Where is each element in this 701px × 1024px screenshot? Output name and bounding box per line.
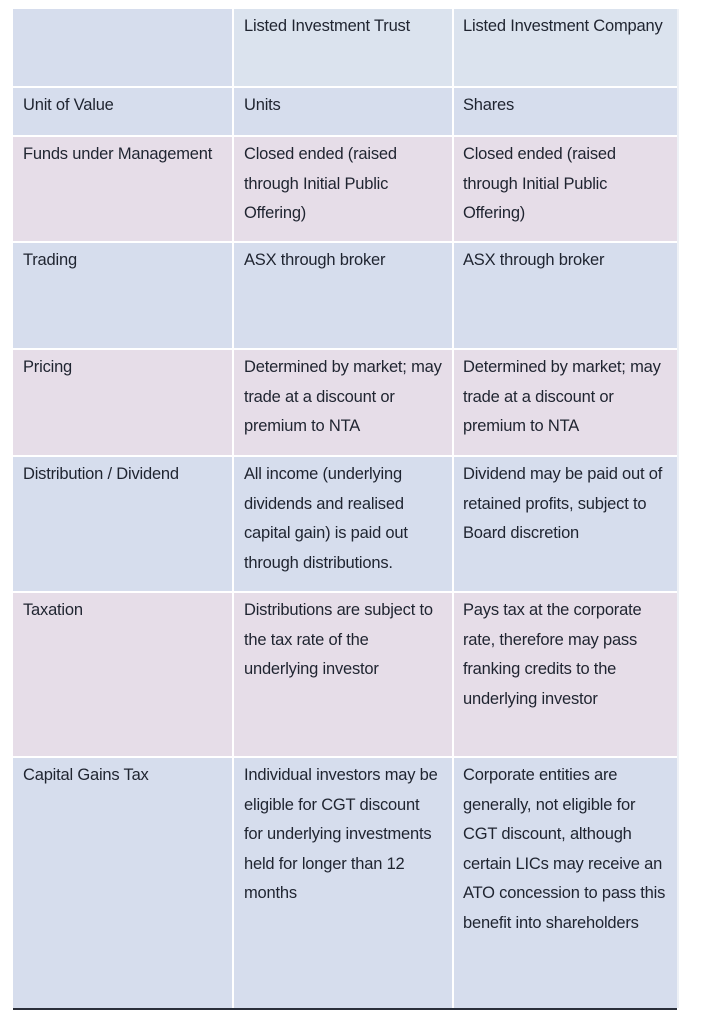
lit-cell: Distributions are subject to the tax rate of the underlying investor <box>233 592 453 757</box>
table-row <box>13 87 677 136</box>
lit-cell: All income (underlying dividends and realised capital gain) is paid out through distributions. <box>233 456 453 592</box>
lic-cell: Dividend may be paid out of retained profits, subject to Board discretion <box>453 456 677 592</box>
lit-cell: Individual investors may be eligible for CGT discount for underlying investments held for longer than 12 months <box>233 757 453 1008</box>
table-row <box>13 456 677 592</box>
row-label: Capital Gains Tax <box>13 757 233 1008</box>
row-label: Distribution / Dividend <box>13 456 233 592</box>
table-bottom-rule <box>13 1008 677 1010</box>
comparison-table-wrapper <box>13 9 677 1008</box>
lic-cell: Determined by market; may trade at a discount or premium to NTA <box>453 349 677 456</box>
lit-cell: Units <box>233 87 453 136</box>
row-label: Pricing <box>13 349 233 456</box>
lic-cell: Closed ended (raised through Initial Public Offering) <box>453 136 677 242</box>
lic-cell: Pays tax at the corporate rate, therefore may pass franking credits to the underlying investor <box>453 592 677 757</box>
table-row <box>13 242 677 349</box>
table-header-row <box>13 9 677 87</box>
row-label: Taxation <box>13 592 233 757</box>
header-cell-listed-investment-trust: Listed Investment Trust <box>233 9 453 87</box>
table-row <box>13 592 677 757</box>
table-row <box>13 757 677 1008</box>
row-label: Unit of Value <box>13 87 233 136</box>
table-right-edge <box>677 9 679 1008</box>
table-row <box>13 136 677 242</box>
header-cell-empty <box>13 9 233 87</box>
table-row <box>13 349 677 456</box>
lit-cell: ASX through broker <box>233 242 453 349</box>
lic-cell: Corporate entities are generally, not eligible for CGT discount, although certain LICs may receive an ATO concession to pass this benefit into shareholders <box>453 757 677 1008</box>
comparison-table <box>13 9 677 1008</box>
lic-cell: Shares <box>453 87 677 136</box>
lit-cell: Determined by market; may trade at a discount or premium to NTA <box>233 349 453 456</box>
row-label: Trading <box>13 242 233 349</box>
row-label: Funds under Management <box>13 136 233 242</box>
lit-cell: Closed ended (raised through Initial Public Offering) <box>233 136 453 242</box>
header-cell-listed-investment-company: Listed Investment Company <box>453 9 677 87</box>
lic-cell: ASX through broker <box>453 242 677 349</box>
